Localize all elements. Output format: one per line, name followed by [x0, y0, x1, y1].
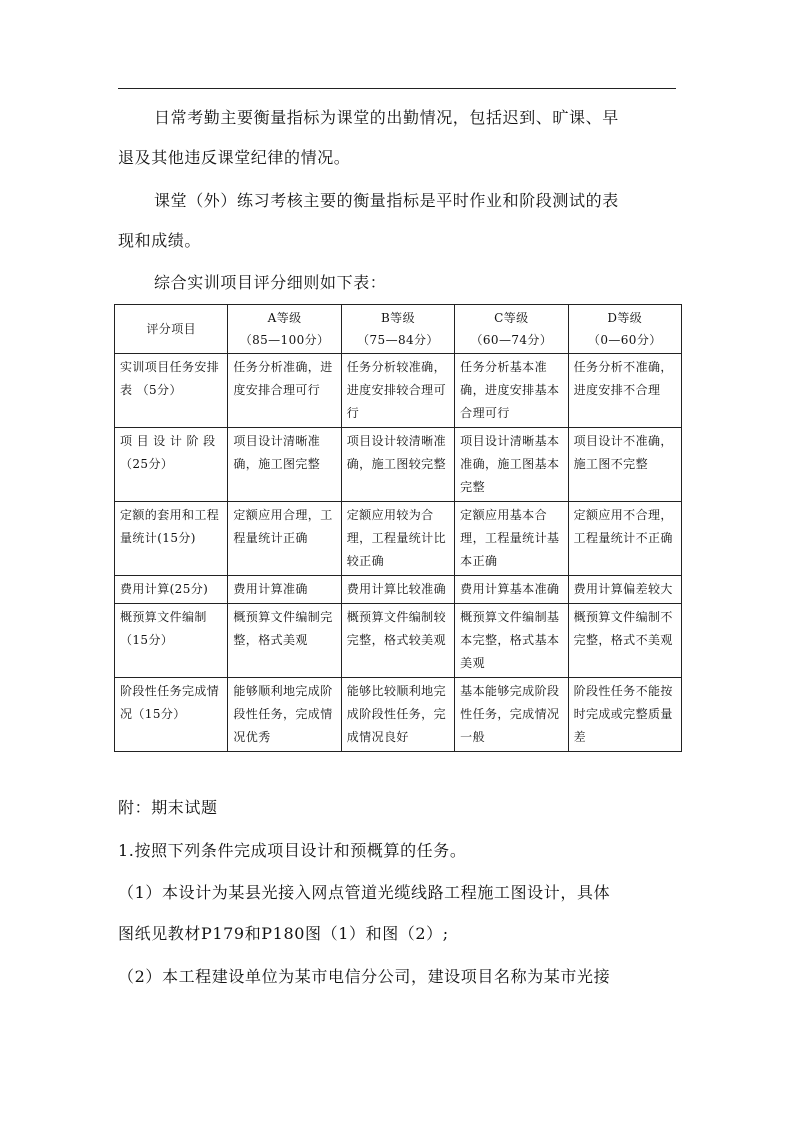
row-item: 定额的套用和工程量统计(15分): [115, 502, 228, 576]
table-row: [115, 502, 682, 576]
appendix-title: 附：期末试题: [118, 798, 218, 817]
table-row: [115, 576, 682, 604]
grade-range: （75—84分）: [357, 333, 439, 347]
table-cell: 任务分析准确，进度安排合理可行: [228, 354, 341, 428]
table-cell: 概预算文件编制完整，格式美观: [228, 604, 341, 678]
table-cell: 费用计算比较准确: [341, 576, 454, 604]
table-cell: 费用计算偏差较大: [568, 576, 681, 604]
paragraph-exercise-line2: 现和成绩。: [118, 231, 202, 250]
grade-name: A等级: [267, 311, 302, 325]
table-row: [115, 604, 682, 678]
paragraph-table-intro: 综合实训项目评分细则如下表：: [154, 273, 387, 292]
table-cell: 费用计算基本准确: [455, 576, 568, 604]
row-item: 实训项目任务安排表 （5分）: [115, 354, 228, 428]
appendix-line: 1.按照下列条件完成项目设计和预概算的任务。: [118, 841, 467, 860]
table-cell: 概预算文件编制不完整，格式不美观: [568, 604, 681, 678]
table-cell: 任务分析不准确，进度安排不合理: [568, 354, 681, 428]
table-cell: 能够比较顺利地完成阶段性任务，完成情况良好: [341, 678, 454, 752]
grade-name: C等级: [494, 311, 529, 325]
grade-a-header: [228, 305, 341, 354]
table-cell: 项目设计不准确，施工图不完整: [568, 428, 681, 502]
appendix-line: （2）本工程建设单位为某市电信分公司，建设项目名称为某市光接: [118, 967, 611, 986]
table-cell: 费用计算准确: [228, 576, 341, 604]
table-header-row: [115, 305, 682, 354]
table-row: [115, 678, 682, 752]
table-row: [115, 354, 682, 428]
row-item: 概预算文件编制（15分）: [115, 604, 228, 678]
grade-name: B等级: [380, 311, 415, 325]
grade-b-header: [341, 305, 454, 354]
row-item: 阶段性任务完成情况（15分）: [115, 678, 228, 752]
table-cell: 基本能够完成阶段性任务，完成情况一般: [455, 678, 568, 752]
paragraph-exercise-line1: 课堂（外）练习考核主要的衡量指标是平时作业和阶段测试的表: [154, 191, 619, 210]
grade-range: （0—60分）: [587, 333, 662, 347]
grade-c-header: [455, 305, 568, 354]
table-cell: 定额应用不合理，工程量统计不正确: [568, 502, 681, 576]
table-cell: 定额应用较为合理，工程量统计比较正确: [341, 502, 454, 576]
table-cell: 概预算文件编制较完整，格式较美观: [341, 604, 454, 678]
paragraph-attendance-line2: 退及其他违反课堂纪律的情况。: [118, 148, 351, 167]
table-cell: 阶段性任务不能按时完成或完整质量差: [568, 678, 681, 752]
grade-d-header: [568, 305, 681, 354]
header-rule: [118, 88, 676, 89]
paragraph-attendance-line1: 日常考勤主要衡量指标为课堂的出勤情况，包括迟到、旷课、早: [154, 108, 619, 127]
table-cell: 能够顺利地完成阶段性任务，完成情况优秀: [228, 678, 341, 752]
table-row: [115, 428, 682, 502]
table-cell: 任务分析较准确，进度安排较合理可行: [341, 354, 454, 428]
grade-range: （60—74分）: [470, 333, 553, 347]
scoring-table: [114, 304, 682, 752]
table-cell: 项目设计较清晰准确，施工图较完整: [341, 428, 454, 502]
row-item: 项 目 设 计 阶 段（25分）: [115, 428, 228, 502]
appendix-line: 图纸见教材P179和P180图（1）和图（2）;: [118, 924, 449, 943]
table-cell: 任务分析基本准确，进度安排基本合理可行: [455, 354, 568, 428]
row-item: 费用计算(25分): [115, 576, 228, 604]
appendix-line: （1）本设计为某县光接入网点管道光缆线路工程施工图设计，具体: [118, 883, 611, 902]
table-cell: 项目设计清晰准确，施工图完整: [228, 428, 341, 502]
table-corner-header: 评分项目: [115, 305, 228, 354]
table-cell: 概预算文件编制基本完整，格式基本美观: [455, 604, 568, 678]
table-cell: 定额应用基本合理，工程量统计基本正确: [455, 502, 568, 576]
grade-name: D等级: [607, 311, 643, 325]
table-cell: 项目设计清晰基本准确，施工图基本完整: [455, 428, 568, 502]
table-cell: 定额应用合理，工程量统计正确: [228, 502, 341, 576]
grade-range: （85—100分）: [239, 333, 330, 347]
